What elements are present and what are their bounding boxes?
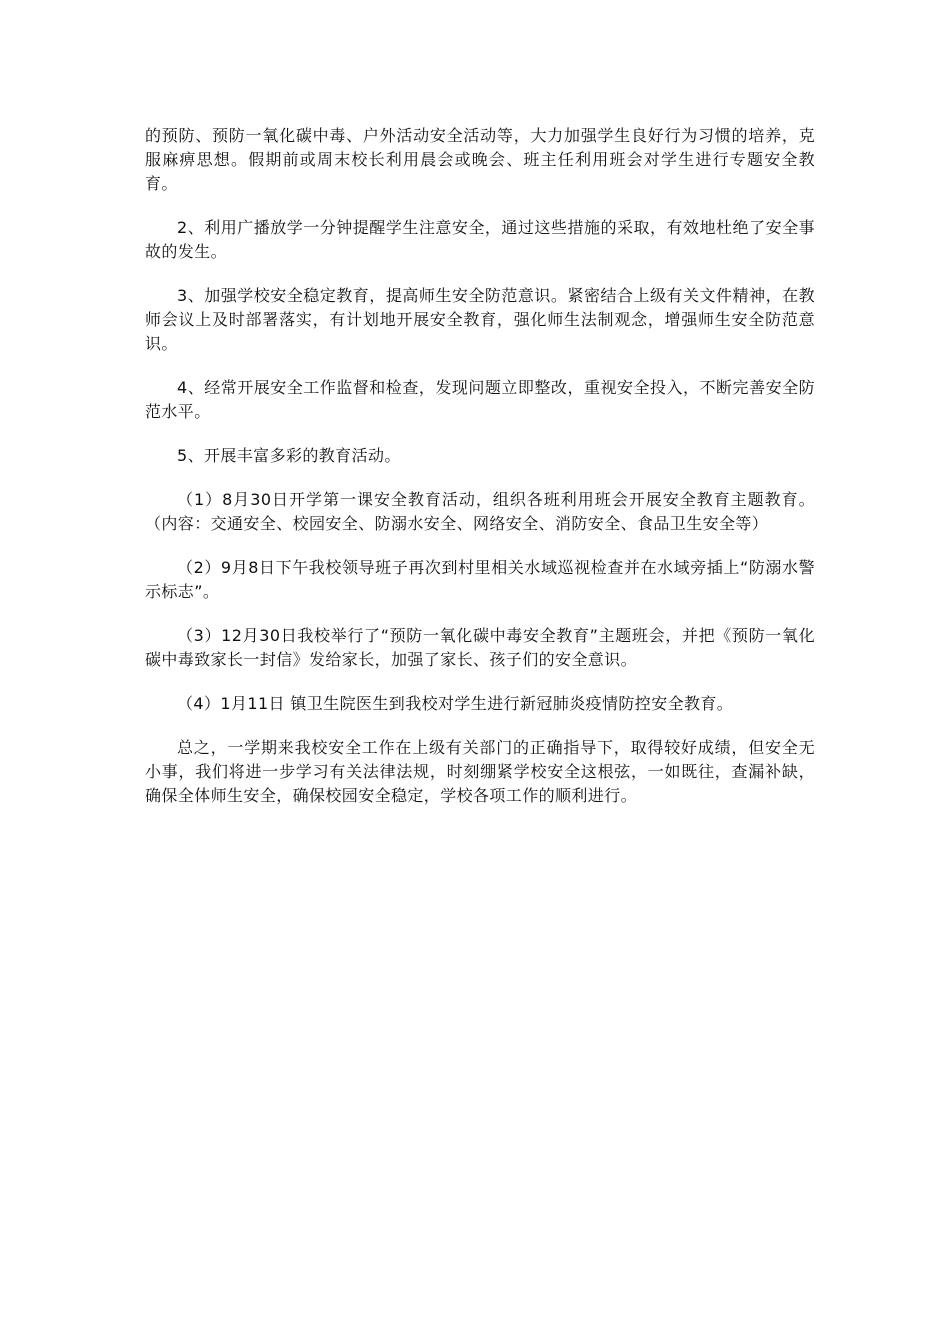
paragraph-item-3: 3、加强学校安全稳定教育，提高师生安全防范意识。紧密结合上级有关文件精神，在教师会议上及时部署落实，有计划地开展安全教育，强化师生法制观念，增强师生安全防范意识。 — [145, 286, 815, 353]
paragraph-activity-2: （2）9月8日下午我校领导班子再次到村里相关水域巡视检查并在水域旁插上“防溺水警示标志”。 — [145, 558, 815, 601]
paragraph-activity-4: （4）1月11日 镇卫生院医生到我校对学生进行新冠肺炎疫情防控安全教育。 — [177, 694, 734, 713]
document-body — [145, 124, 815, 808]
paragraph-activity-1: （1）8月30日开学第一课安全教育活动，组织各班利用班会开展安全教育主题教育。（内容：交通安全、校园安全、防溺水安全、网络安全、消防安全、食品卫生安全等） — [145, 490, 815, 533]
paragraph-item-2: 2、利用广播放学一分钟提醒学生注意安全，通过这些措施的采取，有效地杜绝了安全事故的发生。 — [145, 218, 815, 261]
paragraph-item-4: 4、经常开展安全工作监督和检查，发现问题立即整改，重视安全投入，不断完善安全防范水平。 — [145, 378, 815, 421]
paragraph-activity-3: （3）12月30日我校举行了“预防一氧化碳中毒安全教育”主题班会，并把《预防一氧化碳中毒致家长一封信》发给家长，加强了家长、孩子们的安全意识。 — [145, 626, 815, 669]
paragraph-continuation: 的预防、预防一氧化碳中毒、户外活动安全活动等，大力加强学生良好行为习惯的培养，克服麻痹思想。假期前或周末校长利用晨会或晚会、班主任利用班会对学生进行专题安全教育。 — [145, 126, 815, 193]
paragraph-conclusion: 总之，一学期来我校安全工作在上级有关部门的正确指导下，取得较好成绩，但安全无小事，我们将进一步学习有关法律法规，时刻绷紧学校安全这根弦，一如既往，查漏补缺，确保全体师生安全，确保校园安全稳定，学校各项工作的顺利进行。 — [145, 738, 815, 805]
paragraph-item-5: 5、开展丰富多彩的教育活动。 — [177, 446, 401, 465]
